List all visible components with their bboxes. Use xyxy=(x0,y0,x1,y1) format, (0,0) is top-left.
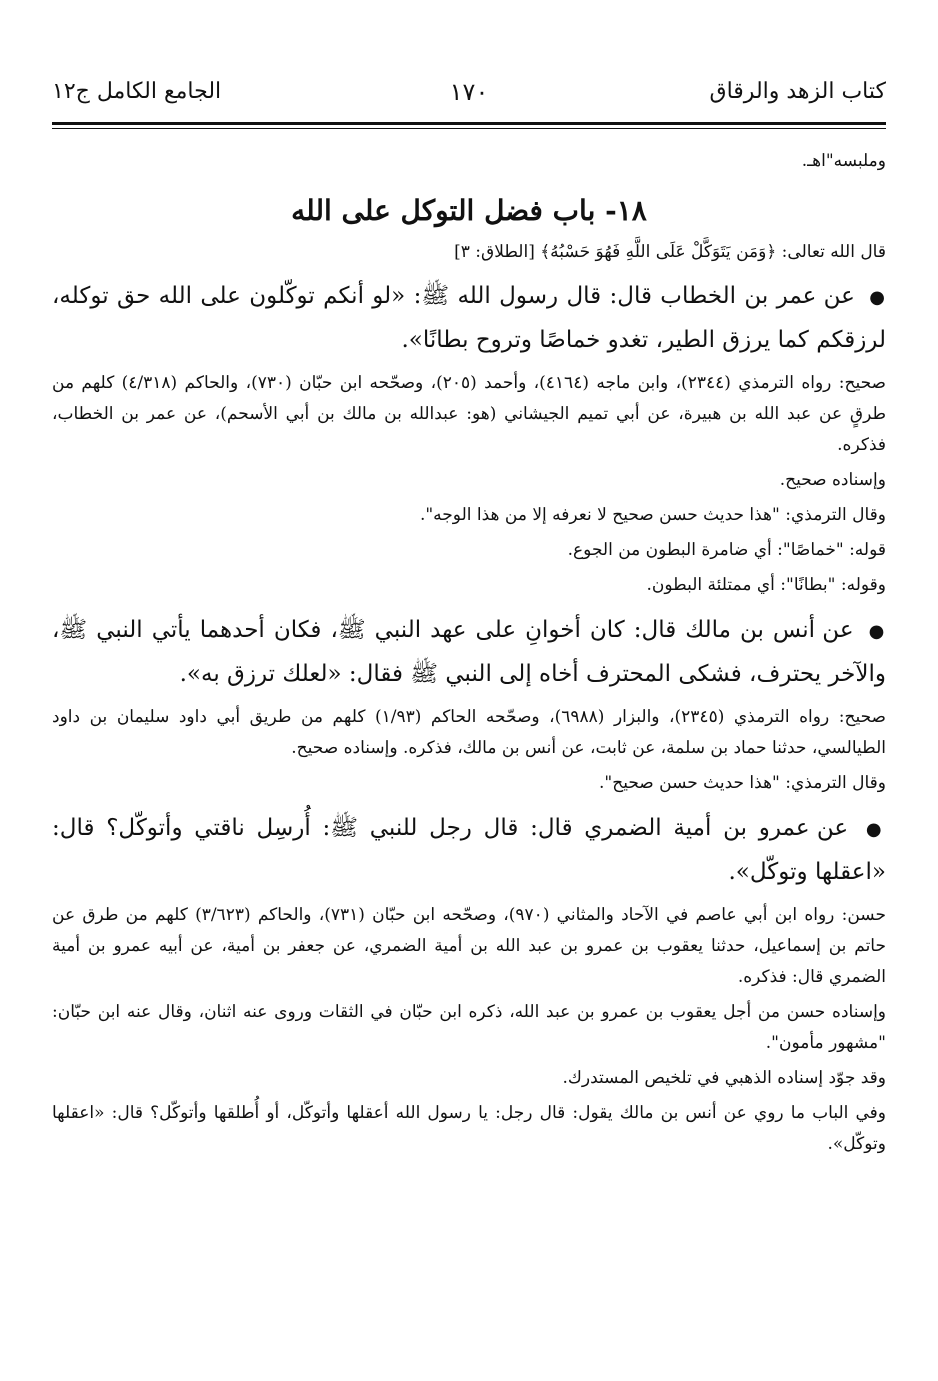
quran-verse: قال الله تعالى: ﴿وَمَن يَتَوَكَّلْ عَلَى اللَّهِ فَهُوَ حَسْبُهُ﴾ [الطلاق: ٣] xyxy=(454,242,886,262)
chapter-heading: ١٨- باب فضل التوكل على الله xyxy=(291,194,647,227)
hadith-1 xyxy=(52,275,886,362)
isnad-3: وإسناده حسن من أجل يعقوب بن عمرو بن عبد الله، ذكره ابن حبّان في الثقات وروى عنه اثنان، وقال عنه ابن حبّان: "مشهور مأمون". xyxy=(52,1002,886,1053)
hadith-3 xyxy=(52,807,886,894)
page-number: ١٧٠ xyxy=(449,78,489,106)
hadith-1-text: عن عمر بن الخطاب قال: قال رسول الله ﷺ: «لو أنكم توكّلون على الله حق توكله، لرزقكم كما يرزق الطير، تغدو خماصًا وتروح بطانًا». xyxy=(52,283,886,353)
bullet-icon: ● xyxy=(865,819,886,840)
takhrij-2: صحيح: رواه الترمذي (٢٣٤٥)، والبزار (٦٩٨٨)، وصحّحه الحاكم (١/٩٣) كلهم من طريق أبي داود سليمان بن داود الطيالسي، حدثنا حماد بن سلمة، عن ثابت، عن أنس بن مالك، فذكره. وإسناده صحيح. xyxy=(52,707,886,758)
hadith-2-text: عن أنس بن مالك قال: كان أخوانِ على عهد النبي ﷺ، فكان أحدهما يأتي النبي ﷺ، والآخر يحترف، فشكى المحترف أخاه إلى النبي ﷺ فقال: «لعلك ترزق به». xyxy=(52,617,886,687)
header-rule-thin xyxy=(52,128,886,129)
page-header xyxy=(52,70,886,110)
book-title: كتاب الزهد والرقاق xyxy=(709,79,886,104)
isnad-1: وإسناده صحيح. xyxy=(779,470,886,490)
volume-label: الجامع الكامل ج١٢ xyxy=(52,79,222,104)
hadith-2 xyxy=(52,609,886,696)
gloss-1: قوله: "خماصًا": أي ضامرة البطون من الجوع. xyxy=(567,540,886,560)
hadith-3-text: عن عمرو بن أمية الضمري قال: قال رجل للنبي ﷺ: أُرسِل ناقتي وأتوكّل؟ قال: «اعقلها وتوكّل». xyxy=(52,815,886,885)
book-page xyxy=(52,70,886,1164)
bullet-icon: ● xyxy=(869,287,886,308)
dhahabi-note: وقد جوّد إسناده الذهبي في تلخيص المستدرك. xyxy=(562,1068,886,1088)
tirmidhi-1: وقال الترمذي: "هذا حديث حسن صحيح لا نعرفه إلا من هذا الوجه". xyxy=(419,505,886,525)
takhrij-1: صحيح: رواه الترمذي (٢٣٤٤)، وابن ماجه (٤١٦٤)، وأحمد (٢٠٥)، وصحّحه ابن حبّان (٧٣٠)، والحاكم (٤/٣١٨) كلهم من طرقٍ عن عبد الله بن هبيرة، عن أبي تميم الجيشاني (هو: عبدالله بن مالك بن أبي الأسحم)، عن عمر بن الخطاب، فذكره. xyxy=(52,373,886,455)
bullet-icon: ● xyxy=(868,621,886,642)
header-rule-thick xyxy=(52,122,886,125)
carryover-text: وملبسه"اهـ. xyxy=(801,151,886,171)
takhrij-3: حسن: رواه ابن أبي عاصم في الآحاد والمثاني (٩٧٠)، وصحّحه ابن حبّان (٧٣١)، والحاكم (٣/٦٢٣) كلهم من طرق عن حاتم بن إسماعيل، حدثنا يعقوب بن عمرو بن عبد الله بن أمية الضمري، عن جعفر بن أمية، عن أبيه عمرو بن أمية الضمري قال: فذكره. xyxy=(52,905,886,987)
bab-note: وفي الباب ما روي عن أنس بن مالك يقول: قال رجل: يا رسول الله أعقلها وأتوكّل، أو أُطلقها وأتوكّل؟ قال: «اعقلها وتوكّل». xyxy=(52,1103,886,1154)
page-body xyxy=(52,147,886,1160)
gloss-2: وقوله: "بطانًا": أي ممتلئة البطون. xyxy=(646,575,886,595)
tirmidhi-2: وقال الترمذي: "هذا حديث حسن صحيح". xyxy=(599,773,886,793)
